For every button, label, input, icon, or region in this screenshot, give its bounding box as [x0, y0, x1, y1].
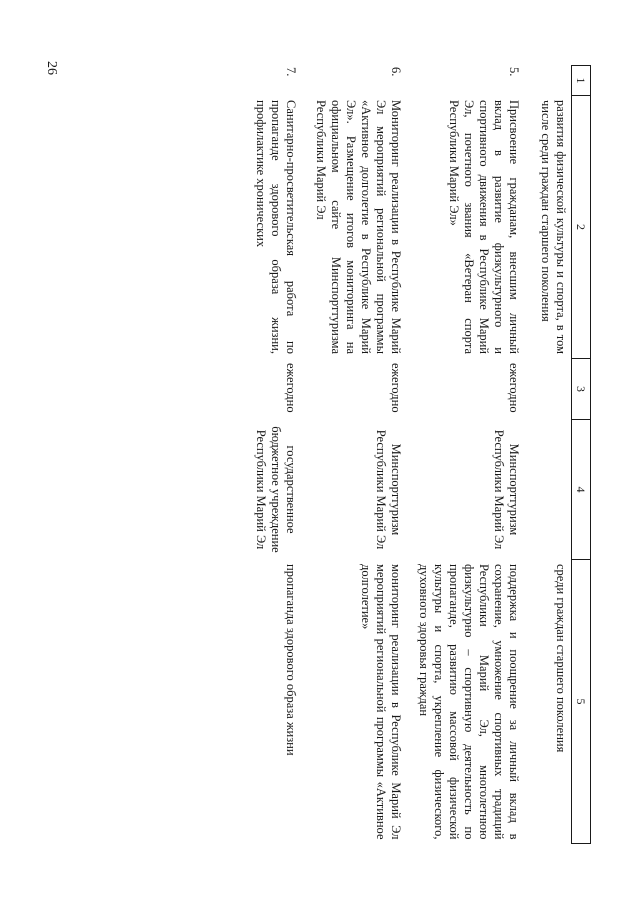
plan-table	[247, 65, 591, 844]
row-executor: Минспорттуризм Республики Марий Эл	[492, 429, 521, 550]
row-period: ежегодно	[284, 363, 298, 413]
row-number: 7.	[284, 67, 298, 77]
row-action: Санитарно-просветительская работа по пропаганде здорового образа жизни, профилактике хронических	[254, 100, 298, 354]
row-result: поддержка и поощрение за личный вклад в сохранение, умножение спортивных традиций Республики Марий Эл, многолетнюю физкультурно – спортивную деятельность по пропаганде, развитию массовой физической культуры и спорта, укрепление физического, духовного здоровья граждан	[417, 564, 521, 840]
table-row	[247, 66, 301, 844]
row-result: среди граждан старшего поколения	[554, 564, 568, 753]
table-header-row	[572, 66, 591, 844]
row-number: 6.	[389, 67, 403, 77]
header-col-4: 4	[572, 420, 591, 560]
row-period: ежегодно	[507, 363, 521, 413]
table-row	[406, 66, 524, 844]
table-row	[524, 66, 572, 844]
rotated-page-area	[108, 65, 591, 843]
header-col-1: 1	[572, 66, 591, 96]
header-col-2: 2	[572, 96, 591, 359]
page-number: 26	[44, 61, 59, 75]
header-col-3: 3	[572, 359, 591, 420]
row-action: Присвоение гражданам, внесшим личный вклад в развитие физкультурного и спортивного движения в Республике Марий Эл, почетного звания «Ветеран спорта Республики Марий Эл»	[447, 100, 521, 354]
row-number: 5.	[507, 67, 521, 77]
row-executor: государственное бюджетное учреждение Республики Марий Эл	[254, 426, 298, 553]
table-row	[301, 66, 406, 844]
header-col-5: 5	[572, 560, 591, 844]
row-period: ежегодно	[389, 363, 403, 413]
row-period	[524, 359, 572, 420]
row-action: развития физической культуры и спорта, в том числе среди граждан старшего поколения	[539, 100, 568, 354]
row-executor: Минспорттуризм Республики Марий Эл	[374, 429, 403, 550]
row-result: пропаганда здорового образа жизни	[284, 564, 298, 756]
row-result: мониторинг реализации в Республике Марий Эл мероприятий региональной программы «Активное долголетие»	[359, 564, 403, 840]
row-executor	[524, 420, 572, 560]
row-number	[524, 66, 572, 96]
row-action: Мониторинг реализации в Республике Марий Эл мероприятий региональной программы «Активное долголетие в Республике Марий Эл». Размещение итогов мониторинга на официальном сайте Минспорттуризма Республики Марий Эл	[314, 100, 403, 354]
landscape-content	[108, 65, 591, 843]
